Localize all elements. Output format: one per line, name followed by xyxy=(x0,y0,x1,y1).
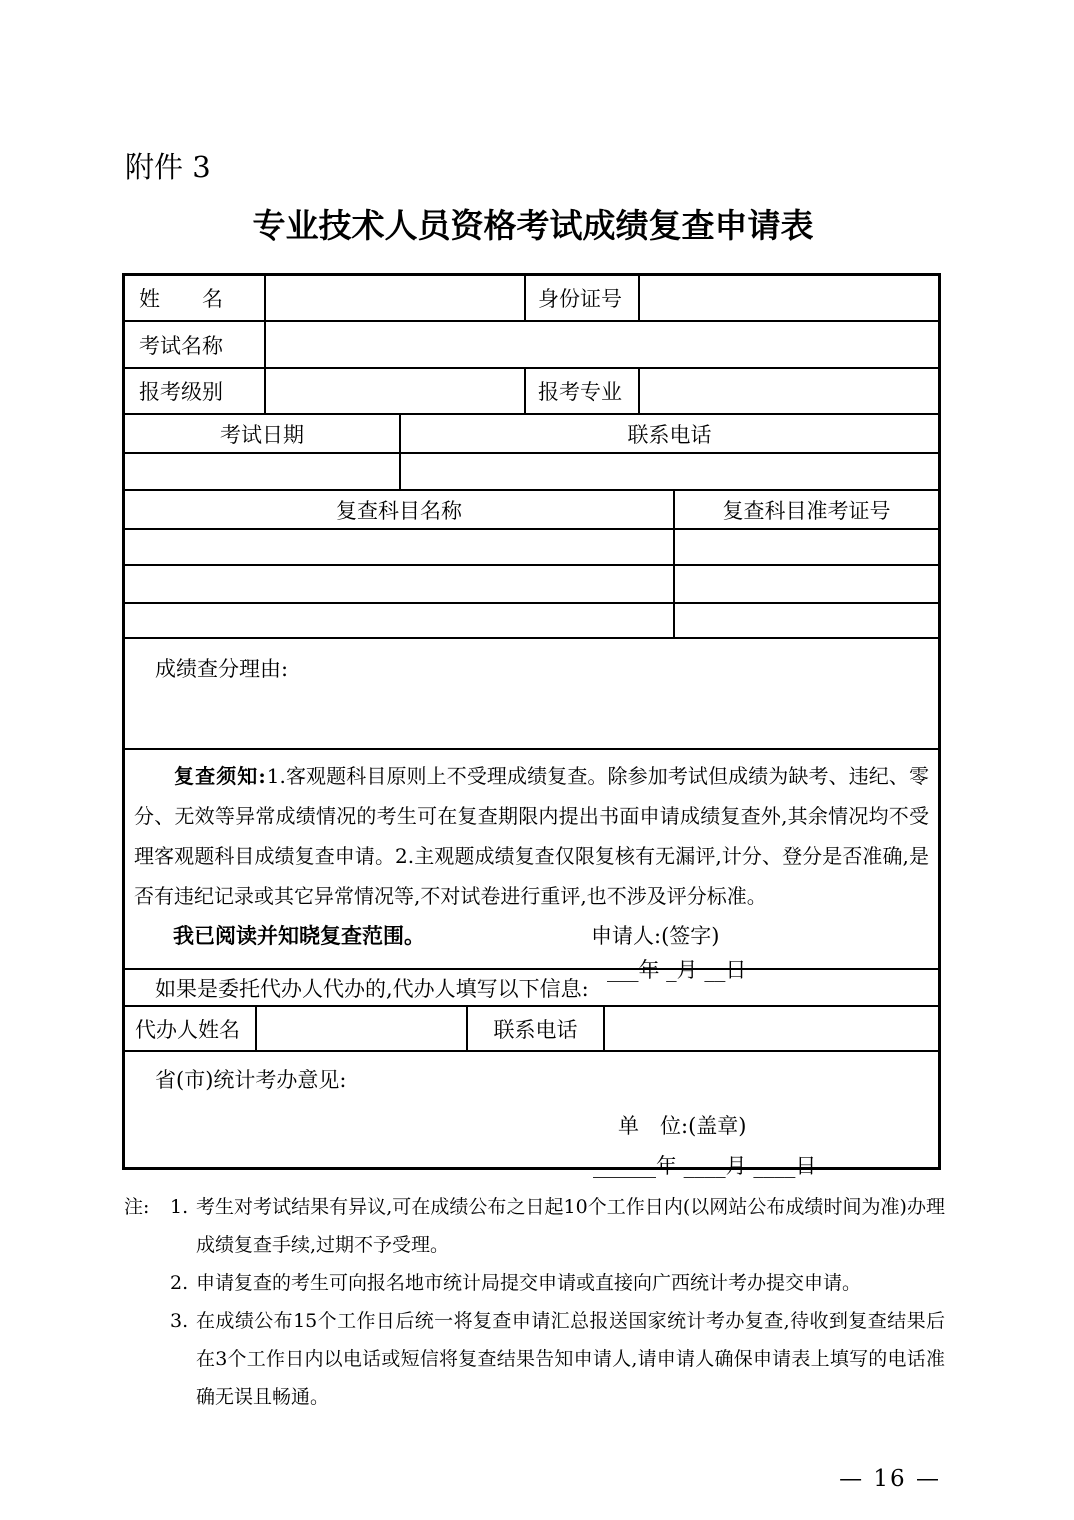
subject-ticket-cell xyxy=(675,530,938,564)
subject-row-1 xyxy=(125,530,938,566)
notes-section xyxy=(124,1188,945,1416)
review-notice-text: 1.客观题科目原则上不受理成绩复查。除参加考试但成绩为缺考、违纪、零分、无效等异常成绩情况的考生可在复查期限内提出书面申请成绩复查外,其余情况均不受理客观题科目成绩复查申请。2.主观题成绩复查仅限复核有无漏评,计分、登分是否准确,是否有违纪记录或其它异常情况等,不对试卷进行重评,也不涉及评分标准。 xyxy=(134,764,929,908)
read-confirmation: 我已阅读并知晓复查范围。 xyxy=(173,923,425,948)
exam-date-header: 考试日期 xyxy=(125,415,401,452)
exam-name-value-cell xyxy=(266,322,938,367)
signature-line xyxy=(125,918,938,950)
review-notice-title: 复查须知: xyxy=(174,764,267,788)
reason-cell xyxy=(125,639,938,748)
row-name-id xyxy=(125,276,938,322)
unit-seal-label: 单 位:(盖章) xyxy=(618,1114,747,1138)
row-exam-name xyxy=(125,322,938,369)
subject-ticket-cell xyxy=(675,604,938,637)
subject-row-2 xyxy=(125,566,938,604)
note-number: 3. xyxy=(170,1310,189,1332)
subject-name-cell xyxy=(125,604,675,637)
reason-label: 成绩查分理由: xyxy=(155,657,289,681)
note-number: 2. xyxy=(170,1272,189,1294)
major-label: 报考专业 xyxy=(526,369,640,413)
review-subject-name-header: 复查科目名称 xyxy=(125,491,675,528)
row-notice xyxy=(125,750,938,982)
name-value-cell xyxy=(266,276,526,320)
office-date-line: ______年 ____月 ____日 xyxy=(593,1154,817,1178)
note-text: 申请复查的考生可向报名地市统计局提交申请或直接向广西统计考办提交申请。 xyxy=(196,1272,862,1294)
agent-phone-label: 联系电话 xyxy=(468,1007,605,1050)
phone-header: 联系电话 xyxy=(627,422,712,447)
note-item xyxy=(170,1264,945,1302)
review-subject-ticket-header: 复查科目准考证号 xyxy=(722,498,891,523)
note-item xyxy=(170,1188,945,1264)
subject-name-cell xyxy=(125,530,675,564)
attachment-label: 附件 3 xyxy=(125,150,211,184)
name-label: 姓 名 xyxy=(125,276,266,320)
subject-ticket-cell xyxy=(675,566,938,602)
applicant-signature-label: 申请人:(签字) xyxy=(591,924,720,948)
notes-label: 注: xyxy=(124,1196,150,1218)
application-form-table xyxy=(122,273,941,1178)
major-value-cell xyxy=(640,369,938,413)
note-text: 在成绩公布15个工作日后统一将复查申请汇总报送国家统计考办复查,待收到复查结果后在3个工作日内以电话或短信将复查结果告知申请人,请申请人确保申请表上填写的电话准确无误且畅通。 xyxy=(196,1310,945,1408)
agent-phone-value-cell xyxy=(605,1007,938,1050)
row-agent-instruction xyxy=(125,970,938,1007)
page-number: — 16 — xyxy=(839,1466,941,1492)
row-level-major xyxy=(125,369,938,415)
applicant-date-line: ___年 _月 __日 xyxy=(607,958,747,982)
id-number-label: 身份证号 xyxy=(526,276,640,320)
level-label: 报考级别 xyxy=(125,369,266,413)
office-opinion-label: 省(市)统计考办意见: xyxy=(155,1068,347,1092)
notice-cell xyxy=(125,750,938,982)
row-subject-header xyxy=(125,491,938,530)
note-item xyxy=(170,1302,945,1416)
id-number-value-cell xyxy=(640,276,938,320)
row-office-opinion xyxy=(125,1052,938,1178)
subject-row-3 xyxy=(125,604,938,639)
form-title: 专业技术人员资格考试成绩复查申请表 xyxy=(252,206,814,245)
review-notice-paragraph xyxy=(134,756,929,916)
note-text: 考生对考试结果有异议,可在成绩公布之日起10个工作日内(以网站公布成绩时间为准)办理成绩复查手续,过期不予受理。 xyxy=(196,1196,945,1256)
agent-name-label: 代办人姓名 xyxy=(125,1007,257,1050)
phone-value-cell xyxy=(401,454,938,489)
level-value-cell xyxy=(266,369,526,413)
exam-name-label: 考试名称 xyxy=(125,322,266,367)
subject-name-cell xyxy=(125,566,675,602)
notes-items xyxy=(170,1188,945,1416)
exam-date-value-cell xyxy=(125,454,401,489)
note-number: 1. xyxy=(170,1196,189,1218)
agent-name-value-cell xyxy=(257,1007,468,1050)
row-reason xyxy=(125,639,938,750)
office-opinion-cell xyxy=(125,1052,938,1178)
row-agent-info xyxy=(125,1007,938,1052)
row-date-phone-header xyxy=(125,415,938,454)
agent-instruction: 如果是委托代办人代办的,代办人填写以下信息: xyxy=(155,976,589,1001)
row-date-phone-value xyxy=(125,454,938,491)
